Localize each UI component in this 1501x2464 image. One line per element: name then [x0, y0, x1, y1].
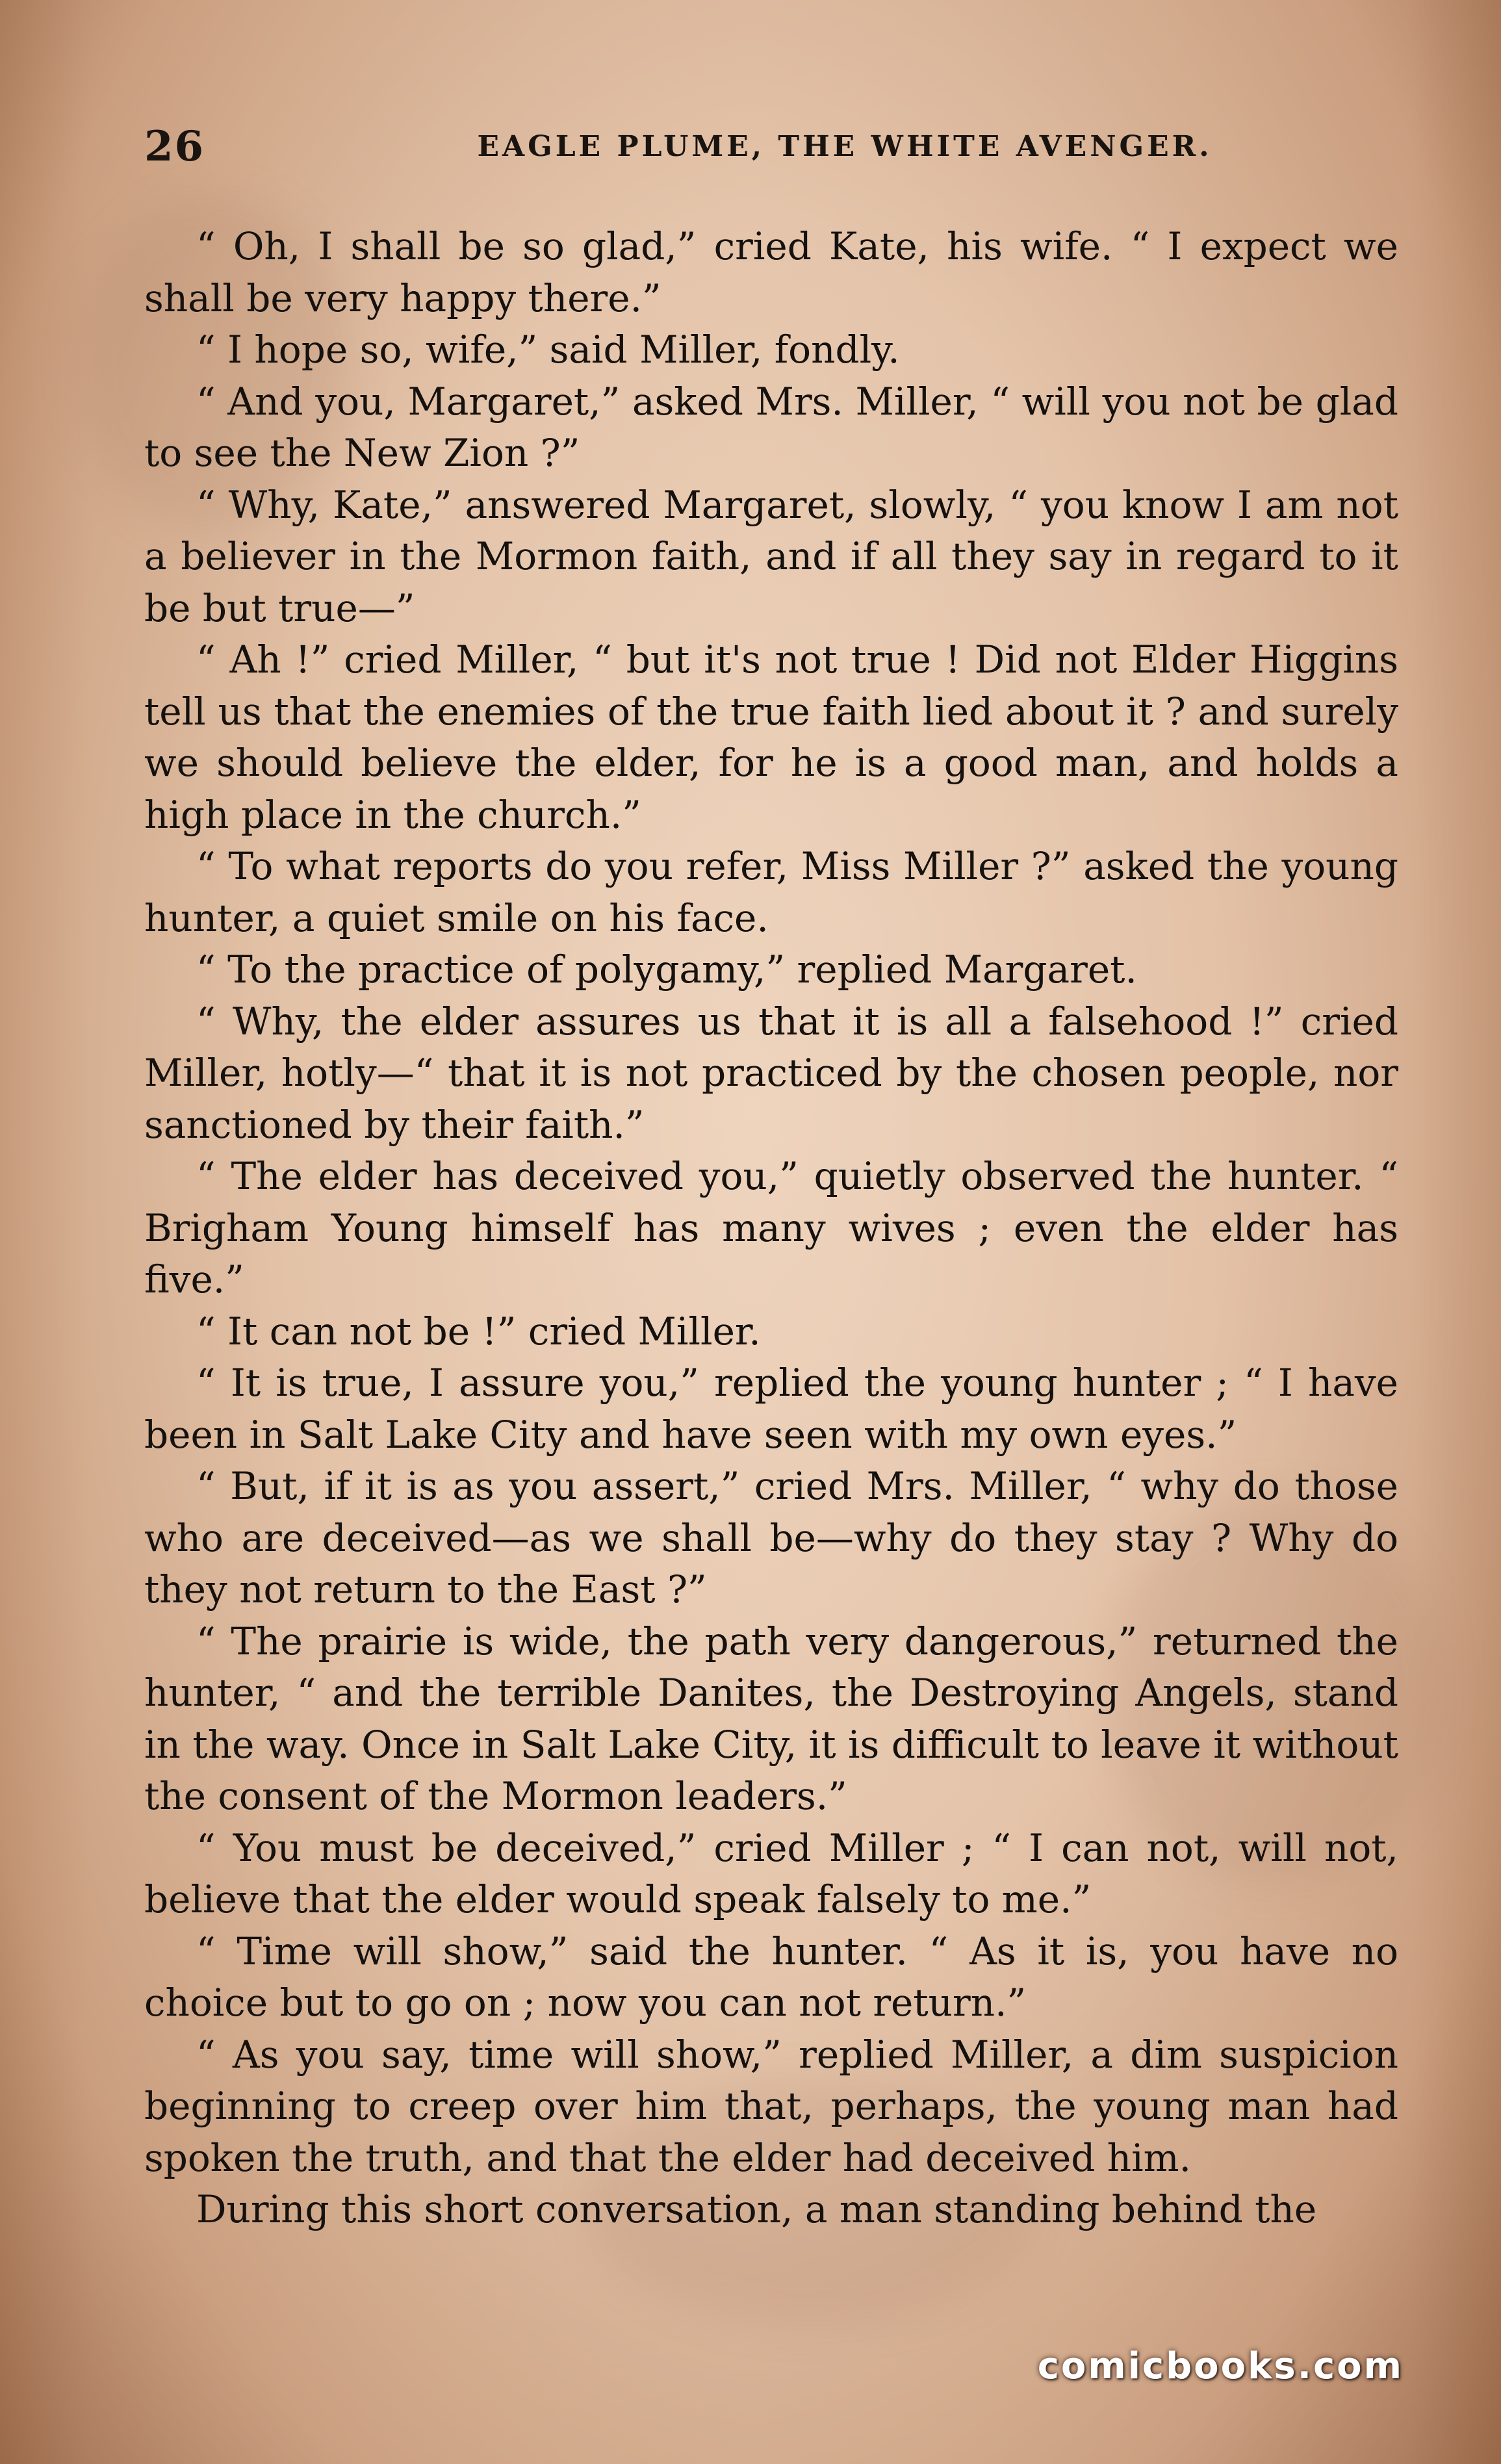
paragraph: “ Time will show,” said the hunter. “ As it is, you have no choice but to go on ; now you can not return.”: [144, 1929, 1398, 2025]
page-header: [144, 122, 1398, 174]
paragraph: “ It can not be !” cried Miller.: [196, 1309, 761, 1354]
paragraph: “ You must be deceived,” cried Miller ; “ I can not, will not, believe that the elder would speak falsely to me.”: [144, 1825, 1398, 1921]
paragraph: “ But, if it is as you assert,” cried Mrs. Miller, “ why do those who are deceived—as we shall be—why do they stay ? Why do they not return to the East ?”: [144, 1464, 1398, 1611]
body-text: [144, 221, 1398, 2236]
paragraph: “ Why, the elder assures us that it is all a falsehood !” cried Miller, hotly—“ that it is not practiced by the chosen people, nor sanctioned by their faith.”: [144, 999, 1398, 1147]
paragraph: During this short conversation, a man standing behind the: [196, 2187, 1317, 2231]
paragraph: “ The prairie is wide, the path very dangerous,” returned the hunter, “ and the terrible Danites, the Destroying Angels, stand in the way. Once in Salt Lake City, it is difficult to leave it without the consent of the Mormon leaders.”: [144, 1619, 1398, 1818]
paragraph: “ The elder has deceived you,” quietly observed the hunter. “ Brigham Young himself has many wives ; even the elder has five.”: [144, 1154, 1398, 1302]
paragraph: “ To the practice of polygamy,” replied Margaret.: [196, 947, 1137, 992]
paragraph: “ Oh, I shall be so glad,” cried Kate, his wife. “ I expect we shall be very happy there.”: [144, 224, 1398, 320]
paragraph: “ As you say, time will show,” replied Miller, a dim suspicion beginning to creep over him that, perhaps, the young man had spoken the truth, and that the elder had deceived him.: [144, 2032, 1398, 2180]
paragraph: “ I hope so, wife,” said Miller, fondly.: [196, 327, 900, 372]
paragraph: “ To what reports do you refer, Miss Miller ?” asked the young hunter, a quiet smile on his face.: [144, 844, 1398, 940]
paragraph: “ And you, Margaret,” asked Mrs. Miller, “ will you not be glad to see the New Zion ?”: [144, 379, 1398, 475]
paragraph: “ Ah !” cried Miller, “ but it's not true ! Did not Elder Higgins tell us that the enemies of the true faith lied about it ? and surely we should believe the elder, for he is a good man, and holds a high place in the church.”: [144, 637, 1398, 837]
watermark: comicbooks.com: [1037, 2345, 1404, 2387]
paragraph: “ Why, Kate,” answered Margaret, slowly, “ you know I am not a believer in the Mormon faith, and if all they say in regard to it be but true—”: [144, 482, 1398, 630]
paragraph: “ It is true, I assure you,” replied the young hunter ; “ I have been in Salt Lake City and have seen with my own eyes.”: [144, 1361, 1398, 1457]
running-title: EAGLE PLUME, THE WHITE AVENGER.: [477, 130, 1212, 163]
page-number: 26: [144, 122, 205, 171]
